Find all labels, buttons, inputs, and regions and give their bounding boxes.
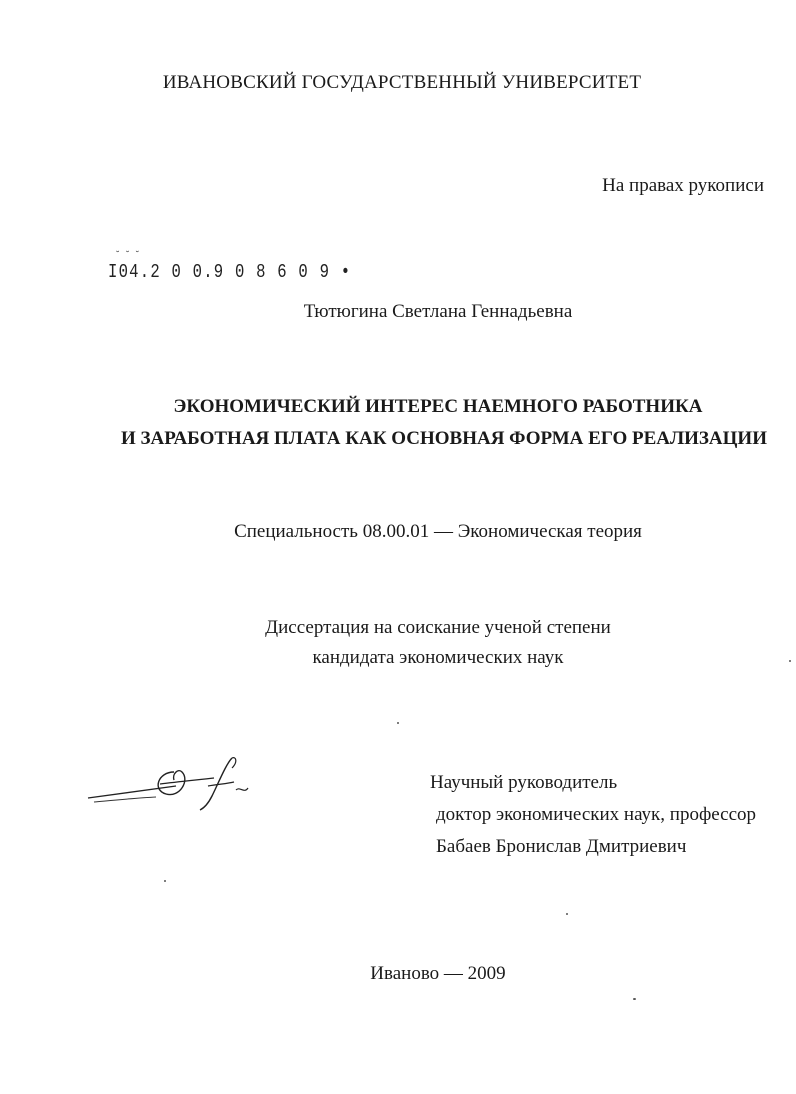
scan-speck [164,880,166,882]
advisor-degree: доктор экономических наук, профессор [436,804,757,825]
scan-speck [633,998,636,1000]
dissertation-title-line-2: И ЗАРАБОТНАЯ ПЛАТА КАК ОСНОВНАЯ ФОРМА ЕГО РЕАЛИЗАЦИИ [121,428,767,449]
degree-line-2: кандидата экономических наук [312,647,564,668]
handwritten-signature [86,750,256,820]
registration-stamp-number: I04.2 0 0.9 0 8 6 0 9 • [108,261,352,283]
author-name: Тютюгина Светлана Геннадьевна [303,301,573,322]
advisor-name: Бабаев Бронислав Дмитриевич [436,836,687,857]
university-name: ИВАНОВСКИЙ ГОСУДАРСТВЕННЫЙ УНИВЕРСИТЕТ [162,72,642,93]
degree-line-1: Диссертация на соискание ученой степени [265,617,611,638]
specialty-text: Специальность 08.00.01 — Экономическая теория [234,521,642,542]
scan-speck [397,722,399,724]
scan-speck [566,913,568,915]
scan-speck [789,660,791,662]
city-and-year: Иваново — 2009 [370,963,506,984]
dissertation-title-line-1: ЭКОНОМИЧЕСКИЙ ИНТЕРЕС НАЕМНОГО РАБОТНИКА [173,396,703,417]
stamp-marks: ˘ ˘ ˘ [116,250,141,261]
rights-note: На правах рукописи [602,175,764,196]
advisor-label: Научный руководитель [430,772,618,793]
